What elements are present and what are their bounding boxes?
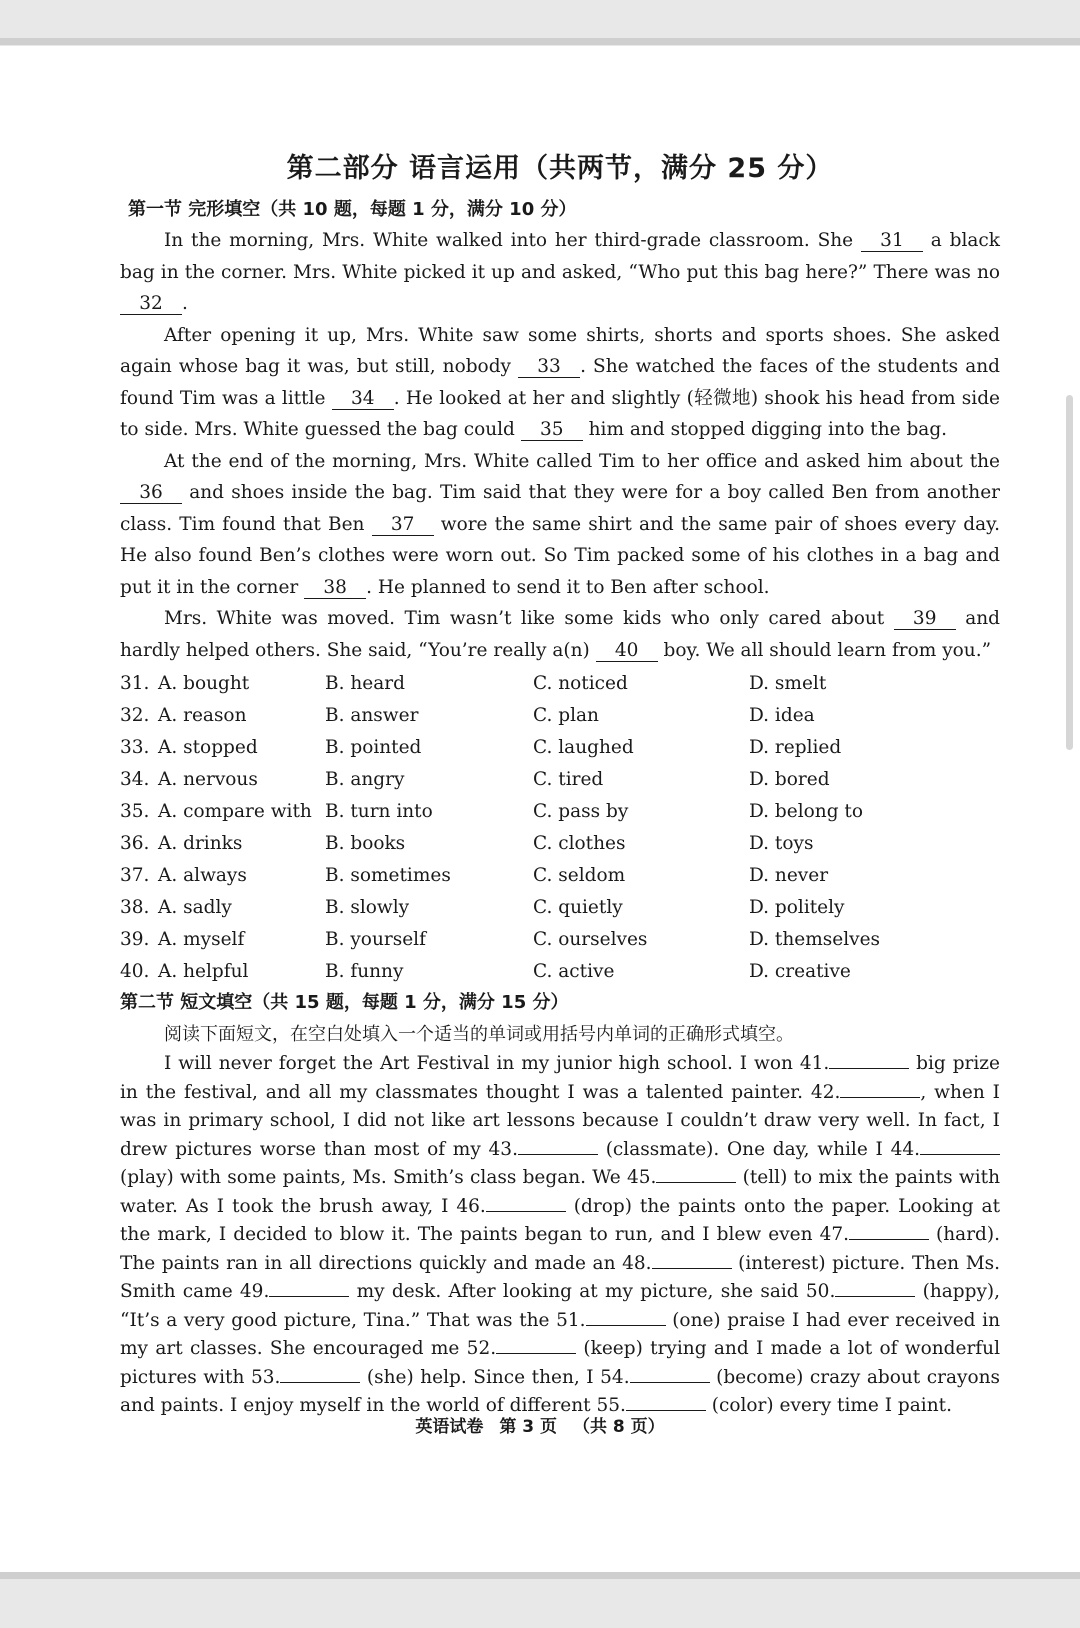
section2-instruction: 阅读下面短文，在空白处填入一个适当的单词或用括号内单词的正确形式填空。 (164, 1024, 794, 1045)
cloze-blank[interactable]: 34 (332, 389, 394, 410)
exam-page (0, 46, 1080, 1572)
answer-blank[interactable] (630, 1364, 710, 1383)
option-a[interactable]: A. myself (158, 929, 245, 950)
option-d[interactable]: D. politely (749, 897, 845, 918)
option-a[interactable]: A. stopped (158, 737, 258, 758)
option-c[interactable]: C. quietly (533, 897, 623, 918)
option-row (120, 828, 1000, 860)
section2-heading: 第二节 短文填空（共 15 题，每题 1 分，满分 15 分） (120, 992, 569, 1013)
option-row (120, 796, 1000, 828)
option-a[interactable]: A. drinks (158, 833, 243, 854)
options-list (120, 668, 1000, 988)
option-a[interactable]: A. always (158, 865, 247, 886)
option-b[interactable]: B. turn into (325, 801, 433, 822)
footer-total-pages: （共 8 页） (573, 1417, 665, 1437)
option-c[interactable]: C. plan (533, 705, 599, 726)
option-d[interactable]: D. belong to (749, 801, 863, 822)
option-b[interactable]: B. books (325, 833, 406, 854)
question-number: 33. (120, 737, 150, 758)
option-b[interactable]: B. angry (325, 769, 405, 790)
cloze-paragraph-4: Mrs. White was moved. Tim wasn’t like some kids who only cared about 39 and hardly helped others. She said, “You’re really a(n) 40 boy. We all should learn from you.” (120, 608, 1000, 661)
top-divider (0, 38, 1080, 45)
option-c[interactable]: C. active (533, 961, 615, 982)
top-gray-band (0, 0, 1080, 46)
question-number: 35. (120, 801, 150, 822)
option-row (120, 860, 1000, 892)
fill-in-passage (120, 1050, 1000, 1421)
option-b[interactable]: B. yourself (325, 929, 426, 950)
section1-heading: 第一节 完形填空（共 10 题，每题 1 分，满分 10 分） (128, 199, 577, 220)
question-number: 34. (120, 769, 150, 790)
option-b[interactable]: B. pointed (325, 737, 422, 758)
cloze-blank[interactable]: 33 (518, 357, 580, 378)
answer-blank[interactable] (652, 1250, 732, 1269)
cloze-blank[interactable]: 31 (861, 231, 923, 252)
option-a[interactable]: A. nervous (158, 769, 258, 790)
option-b[interactable]: B. heard (325, 673, 405, 694)
cloze-blank[interactable]: 35 (521, 420, 583, 441)
option-d[interactable]: D. themselves (749, 929, 881, 950)
cloze-blank[interactable]: 40 (596, 641, 658, 662)
cloze-blank[interactable]: 37 (372, 515, 434, 536)
option-a[interactable]: A. reason (158, 705, 247, 726)
option-d[interactable]: D. never (749, 865, 829, 886)
option-c[interactable]: C. ourselves (533, 929, 648, 950)
answer-blank[interactable] (829, 1050, 909, 1069)
cloze-blank[interactable]: 38 (304, 578, 366, 599)
option-b[interactable]: B. sometimes (325, 865, 451, 886)
fill-in-paragraph: I will never forget the Art Festival in my junior high school. I won 41. big prize in the festival, and all my classmates thought I was a talented painter. 42. , when I was in primary school, I did not like art lessons because I couldn’t draw very well. In fact, I drew pictures worse than most of my 43. (classmate). One day, while I 44. (play) with some paints, Ms. Smith’s class began. We 45. (tell) to mix the paints with water. As I took the brush away, I 46. (drop) the paints onto the paper. Looking at the mark, I decided to blow it. The paints began to run, and I blew even 47. (hard). The paints ran in all directions quickly and made an 48. (interest) picture. Then Ms. Smith came 49. my desk. After looking at my picture, she said 50. (happy), “It’s a very good picture, Tina.” That was the 51. (one) praise I had ever received in my art classes. She encouraged me 52. (keep) trying and I made a lot of wonderful pictures with 53. (she) help. Since then, I 54. (become) crazy about crayons and paints. I enjoy myself in the world of different 55. (color) every time I paint. (120, 1050, 1000, 1421)
question-number: 38. (120, 897, 150, 918)
answer-blank[interactable] (586, 1307, 666, 1326)
page-content (120, 146, 1000, 1421)
option-row (120, 764, 1000, 796)
cloze-paragraph-1: In the morning, Mrs. White walked into her third-grade classroom. She 31 a black bag in the corner. Mrs. White picked it up and asked, “Who put this bag here?” There was no 32 . (120, 230, 1000, 314)
part-title: 第二部分 语言运用（共两节，满分 25 分） (286, 153, 834, 184)
option-row (120, 700, 1000, 732)
question-number: 40. (120, 961, 150, 982)
answer-blank[interactable] (496, 1335, 576, 1354)
bottom-gray-band (0, 1572, 1080, 1628)
option-d[interactable]: D. idea (749, 705, 815, 726)
option-d[interactable]: D. toys (749, 833, 814, 854)
bottom-divider (0, 1572, 1080, 1579)
cloze-paragraph-2: After opening it up, Mrs. White saw some shirts, shorts and sports shoes. She asked again whose bag it was, but still, nobody 33 . She watched the faces of the students and found Tim was a little 34 . He looked at her and slightly (轻微地) shook his head from side to side. Mrs. White guessed the bag could 35 him and stopped digging into the bag. (120, 324, 1000, 440)
question-number: 39. (120, 929, 150, 950)
option-row (120, 732, 1000, 764)
option-c[interactable]: C. pass by (533, 801, 629, 822)
option-d[interactable]: D. replied (749, 737, 842, 758)
option-b[interactable]: B. funny (325, 961, 404, 982)
cloze-blank[interactable]: 39 (894, 609, 956, 630)
option-a[interactable]: A. sadly (158, 897, 232, 918)
option-b[interactable]: B. slowly (325, 897, 410, 918)
option-d[interactable]: D. bored (749, 769, 830, 790)
page-footer (0, 1412, 1080, 1437)
option-c[interactable]: C. tired (533, 769, 604, 790)
footer-page-number: 第 3 页 (499, 1417, 557, 1437)
answer-blank[interactable] (486, 1193, 566, 1212)
question-number: 31. (120, 673, 150, 694)
answer-blank[interactable] (835, 1278, 915, 1297)
cloze-paragraph-3: At the end of the morning, Mrs. White called Tim to her office and asked him about the 36 and shoes inside the bag. Tim said that they were for a boy called Ben from another class. Tim found that Ben 37 wore the same shirt and the same pair of shoes every day. He also found Ben’s clothes were worn out. So Tim packed some of his clothes in a bag and put it in the corner 38 . He planned to send it to Ben after school. (120, 450, 1001, 598)
cloze-blank[interactable]: 32 (120, 294, 182, 315)
answer-blank[interactable] (518, 1136, 598, 1155)
option-c[interactable]: C. laughed (533, 737, 634, 758)
option-c[interactable]: C. noticed (533, 673, 628, 694)
cloze-passage (120, 225, 1000, 666)
option-c[interactable]: C. clothes (533, 833, 626, 854)
answer-blank[interactable] (840, 1079, 920, 1098)
scrollbar[interactable] (1066, 395, 1073, 750)
option-a[interactable]: A. helpful (158, 961, 249, 982)
option-c[interactable]: C. seldom (533, 865, 626, 886)
option-b[interactable]: B. answer (325, 705, 419, 726)
question-number: 37. (120, 865, 150, 886)
answer-blank[interactable] (656, 1164, 736, 1183)
option-d[interactable]: D. smelt (749, 673, 827, 694)
option-row (120, 924, 1000, 956)
answer-blank[interactable] (280, 1364, 360, 1383)
option-row (120, 668, 1000, 700)
question-number: 36. (120, 833, 150, 854)
question-number: 32. (120, 705, 150, 726)
option-a[interactable]: A. bought (158, 673, 250, 694)
answer-blank[interactable] (849, 1221, 929, 1240)
option-d[interactable]: D. creative (749, 961, 851, 982)
answer-blank[interactable] (920, 1136, 1000, 1155)
cloze-blank[interactable]: 36 (120, 483, 182, 504)
option-row (120, 956, 1000, 988)
option-a[interactable]: A. compare with (158, 801, 312, 822)
footer-subject: 英语试卷 (415, 1417, 484, 1437)
answer-blank[interactable] (626, 1392, 706, 1411)
answer-blank[interactable] (269, 1278, 349, 1297)
option-row (120, 892, 1000, 924)
